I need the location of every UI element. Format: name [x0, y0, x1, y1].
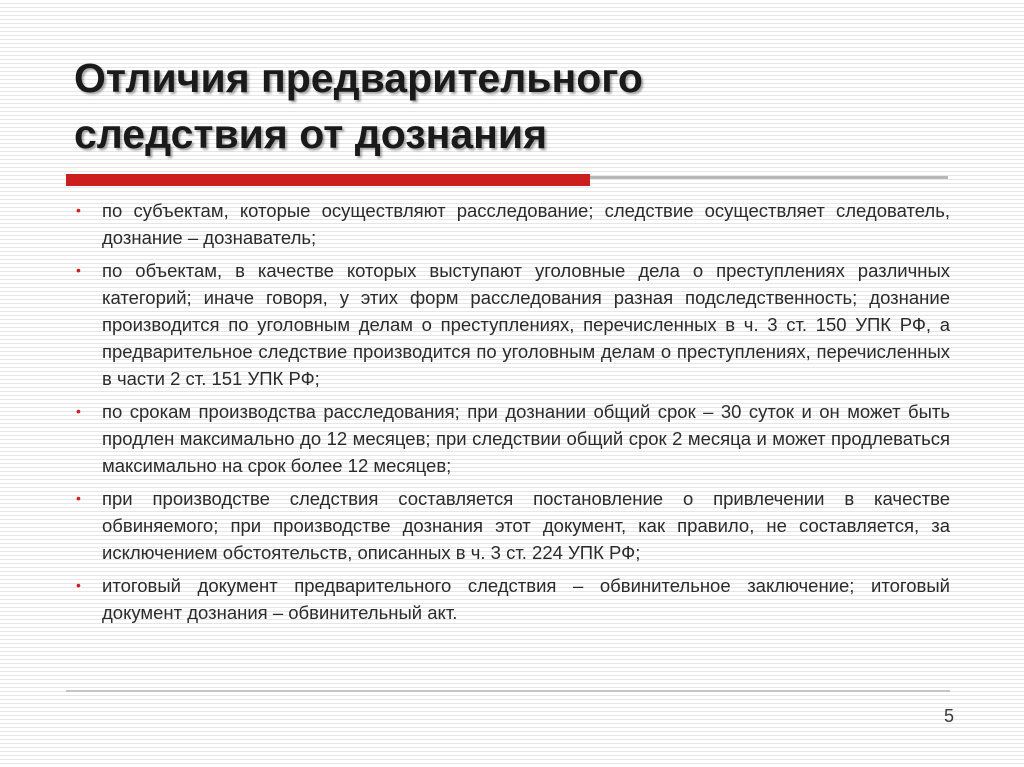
- bullet-marker: •: [76, 262, 81, 278]
- slide-title-line-2: следствия от дознания: [74, 111, 548, 157]
- bullet-item-final-document: [76, 572, 950, 626]
- slide-title: [74, 50, 934, 162]
- bullet-marker: •: [76, 202, 81, 218]
- bullet-text: по объектам, в качестве которых выступают уголовные дела о преступлениях различных категорий; иначе говоря, у этих форм расследования разная подследственность; дознание производится по уголовным делам о преступлениях, перечисленных в ч. 3 ст. 150 УПК РФ, а предварительное следствие производится по уголовным делам о преступлениях, перечисленных в части 2 ст. 151 УПК РФ;: [102, 260, 950, 389]
- bullet-item-subjects: [76, 197, 950, 251]
- bullet-marker: •: [76, 403, 81, 419]
- title-underline-gray: [590, 176, 948, 179]
- bottom-divider: [66, 690, 950, 692]
- bullet-marker: •: [76, 490, 81, 506]
- bullet-item-accusation: [76, 485, 950, 566]
- bullet-text: по субъектам, которые осуществляют расследование; следствие осуществляет следователь, дознание – дознаватель;: [102, 200, 950, 248]
- slide-title-line-1: Отличия предварительного: [74, 55, 643, 101]
- bullet-list: [76, 197, 950, 632]
- bullet-text: при производстве следствия составляется постановление о привлечении в качестве обвиняемого; при производстве дознания этот документ, как правило, не составляется, за исключением обстоятельств, описанных в ч. 3 ст. 224 УПК РФ;: [102, 488, 950, 563]
- bullet-marker: •: [76, 577, 81, 593]
- bullet-item-terms: [76, 398, 950, 479]
- page-number: 5: [943, 706, 954, 726]
- bullet-text: итоговый документ предварительного следствия – обвинительное заключение; итоговый документ дознания – обвинительный акт.: [102, 575, 950, 623]
- title-underline-red: [66, 174, 590, 186]
- bullet-text: по срокам производства расследования; при дознании общий срок – 30 суток и он может быть продлен максимально до 12 месяцев; при следствии общий срок 2 месяца и может продлеваться максимально на срок более 12 месяцев;: [102, 401, 950, 476]
- bullet-item-objects: [76, 257, 950, 392]
